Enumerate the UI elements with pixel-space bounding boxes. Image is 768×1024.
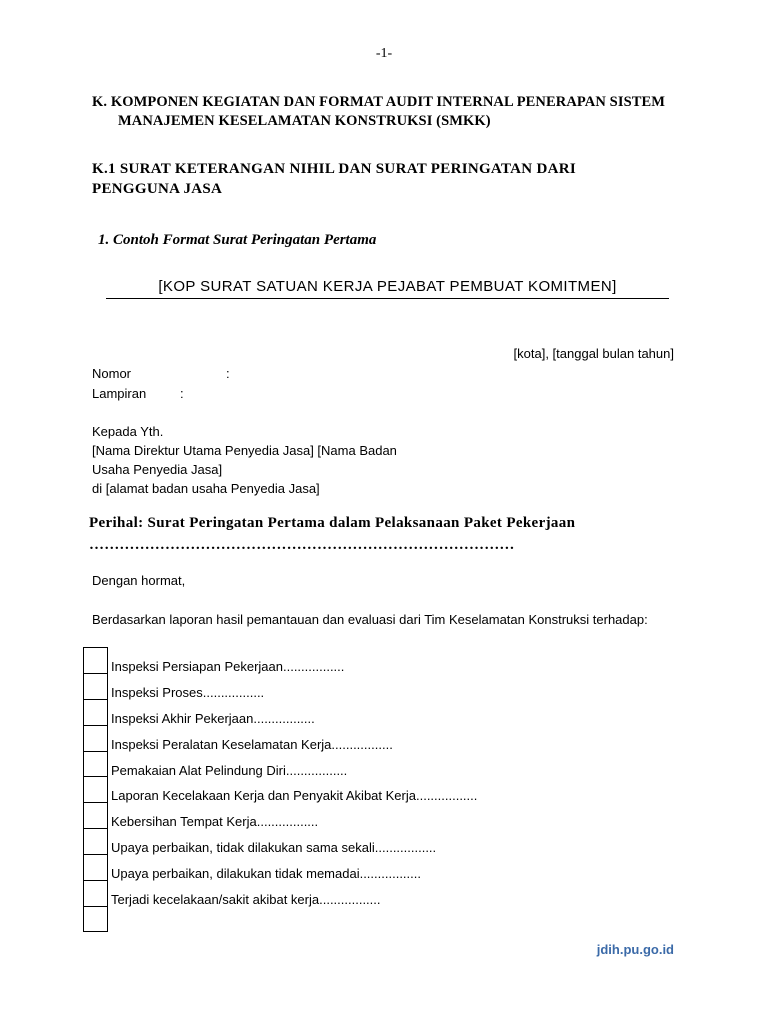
- recipient-block: [92, 422, 397, 498]
- checkbox[interactable]: [83, 828, 108, 854]
- recipient-line: Kepada Yth.: [92, 424, 164, 439]
- subject-dots: …………………………………………………………………………: [89, 537, 515, 553]
- checklist-label: Upaya perbaikan, dilakukan tidak memadai.................: [111, 866, 421, 882]
- footer-link[interactable]: jdih.pu.go.id: [596, 942, 674, 957]
- section-heading-k1: [92, 159, 576, 199]
- checkbox[interactable]: [83, 751, 108, 777]
- checklist-label: Inspeksi Persiapan Pekerjaan.................: [111, 659, 345, 674]
- page-number: -1-: [375, 46, 393, 61]
- checklist-label: Inspeksi Proses.................: [111, 684, 265, 700]
- checkbox[interactable]: [83, 776, 108, 802]
- nomor-label: Nomor: [92, 366, 132, 381]
- checklist-label: Upaya perbaikan, tidak dilakukan sama sekali.................: [111, 840, 437, 856]
- section-heading-k: [92, 93, 665, 131]
- section-heading-k1-line1: K.1 SURAT KETERANGAN NIHIL DAN SURAT PERINGATAN DARI: [92, 161, 576, 177]
- section-heading-k1-line2: PENGGUNA JASA: [92, 181, 223, 197]
- checkbox[interactable]: [83, 725, 108, 751]
- checklist-label: Inspeksi Peralatan Keselamatan Kerja.................: [111, 736, 393, 752]
- intro-paragraph: Berdasarkan laporan hasil pemantauan dan evaluasi dari Tim Keselamatan Konstruksi terhadap:: [92, 612, 648, 627]
- lampiran-colon: :: [180, 386, 184, 401]
- checklist-label: Pemakaian Alat Pelindung Diri.................: [111, 762, 348, 778]
- checklist-label: Terjadi kecelakaan/sakit akibat kerja.................: [111, 892, 381, 908]
- checkbox[interactable]: [83, 854, 108, 880]
- letterhead-placeholder: [KOP SURAT SATUAN KERJA PEJABAT PEMBUAT KOMITMEN]: [106, 278, 669, 299]
- lampiran-label: Lampiran: [92, 386, 147, 401]
- recipient-line: di [alamat badan usaha Penyedia Jasa]: [92, 481, 320, 496]
- checkbox[interactable]: [83, 906, 108, 932]
- checklist-label: Inspeksi Akhir Pekerjaan.................: [111, 710, 315, 726]
- salutation: Dengan hormat,: [92, 573, 186, 588]
- checkbox[interactable]: [83, 647, 108, 673]
- sub-item-title: 1. Contoh Format Surat Peringatan Pertama: [98, 232, 377, 248]
- recipient-line: Usaha Penyedia Jasa]: [92, 462, 223, 477]
- checklist-label: Kebersihan Tempat Kerja.................: [111, 814, 319, 830]
- checkbox[interactable]: [83, 802, 108, 828]
- recipient-line: [Nama Direktur Utama Penyedia Jasa] [Nama Badan: [92, 443, 397, 458]
- section-heading-k-line1: K. KOMPONEN KEGIATAN DAN FORMAT AUDIT INTERNAL PENERAPAN SISTEM: [92, 94, 666, 110]
- section-heading-k-line2: MANAJEMEN KESELAMATAN KONSTRUKSI (SMKK): [118, 113, 491, 129]
- letter-date: [kota], [tanggal bulan tahun]: [513, 346, 674, 361]
- nomor-colon: :: [226, 366, 230, 381]
- subject-line: Perihal: Surat Peringatan Pertama dalam Pelaksanaan Paket Pekerjaan: [89, 515, 576, 531]
- checkbox[interactable]: [83, 880, 108, 906]
- checkbox[interactable]: [83, 673, 108, 699]
- checklist-label: Laporan Kecelakaan Kerja dan Penyakit Akibat Kerja.................: [111, 788, 478, 804]
- checkbox[interactable]: [83, 699, 108, 725]
